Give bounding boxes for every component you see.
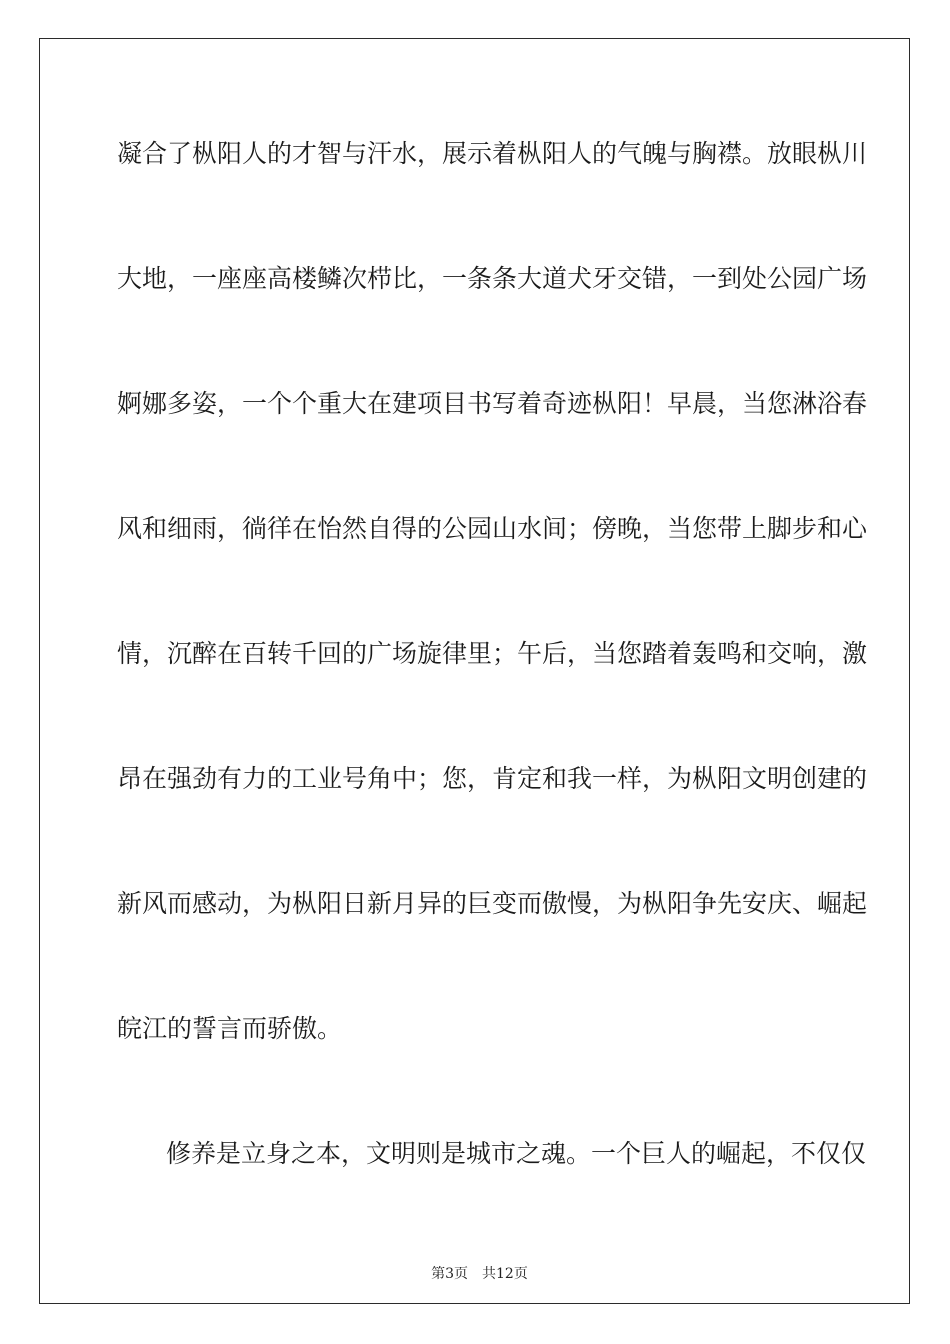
page-footer bbox=[0, 1247, 950, 1283]
text-line: 大地，一座座高楼鳞次栉比，一条条大道犬牙交错，一到处公园广场 bbox=[117, 264, 868, 293]
page-border bbox=[39, 38, 910, 1304]
page-total: 共12页 bbox=[482, 1266, 528, 1282]
text-line: 皖江的誓言而骄傲。 bbox=[117, 1014, 343, 1043]
text-line: 婀娜多姿，一个个重大在建项目书写着奇迹枞阳！早晨，当您淋浴春 bbox=[117, 389, 868, 418]
text-line: 新风而感动，为枞阳日新月异的巨变而傲慢，为枞阳争先安庆、崛起 bbox=[117, 889, 868, 918]
text-line: 修养是立身之本，文明则是城市之魂。一个巨人的崛起，不仅仅 bbox=[166, 1139, 867, 1168]
page-number: 第3页 bbox=[431, 1266, 468, 1282]
text-line: 凝合了枞阳人的才智与汗水，展示着枞阳人的气魄与胸襟。放眼枞川 bbox=[117, 139, 868, 168]
text-line: 昂在强劲有力的工业号角中；您，肯定和我一样，为枞阳文明创建的 bbox=[117, 764, 868, 793]
text-line: 情，沉醉在百转千回的广场旋律里；午后，当您踏着轰鸣和交响，激 bbox=[117, 639, 868, 668]
text-line: 风和细雨，徜徉在怡然自得的公园山水间；傍晚，当您带上脚步和心 bbox=[117, 514, 868, 543]
